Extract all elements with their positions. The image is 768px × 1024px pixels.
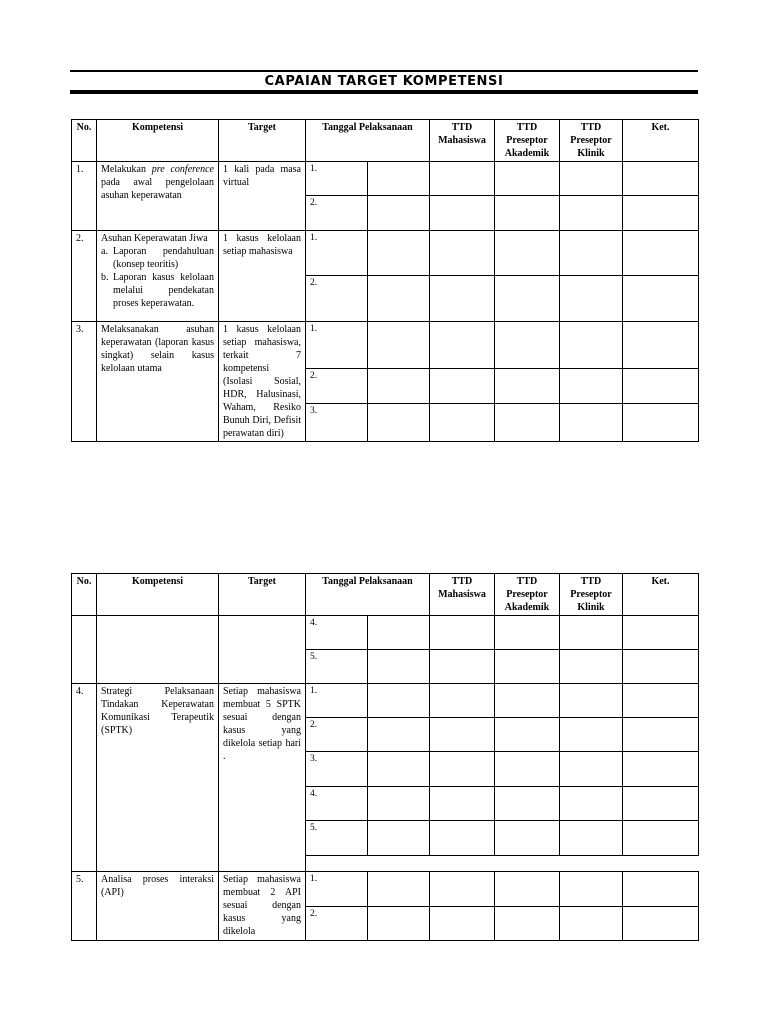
sign-klinik[interactable] [560, 872, 623, 907]
sign-akademik[interactable] [495, 404, 560, 442]
date-value[interactable] [368, 322, 430, 369]
sign-klinik[interactable] [560, 821, 623, 856]
ket-cell[interactable] [623, 616, 699, 650]
header-target: Target [219, 574, 306, 616]
kompetensi-cell: Strategi Pelaksanaan Tindakan Keperawatan Komunikasi Terapeutik (SPTK) [97, 684, 219, 872]
sign-akademik[interactable] [495, 231, 560, 276]
date-slot[interactable]: 5. [306, 821, 368, 856]
date-slot[interactable]: 2. [306, 369, 368, 404]
header-ttd-klinik: TTD Preseptor Klinik [560, 574, 623, 616]
header-no: No. [72, 120, 97, 162]
sub-marker: a. [101, 246, 108, 257]
date-slot[interactable]: 1. [306, 162, 368, 196]
sign-mahasiswa[interactable] [430, 907, 495, 941]
header-row [72, 574, 699, 616]
row-number: 3. [72, 322, 97, 442]
date-slot[interactable]: 2. [306, 718, 368, 752]
date-value[interactable] [368, 404, 430, 442]
sign-akademik[interactable] [495, 322, 560, 369]
target-cell: Setiap mahasiswa membuat 5 SPTK sesuai dengan kasus yang dikelola setiap hari . [219, 684, 306, 872]
ket-cell[interactable] [623, 196, 699, 231]
date-value[interactable] [368, 162, 430, 196]
row-number: 4. [72, 684, 97, 872]
row-number: 2. [72, 231, 97, 322]
kompetensi-cell: Melaksanakan asuhan keperawatan (laporan kasus singkat) selain kasus kelolaan utama [97, 322, 219, 442]
header-row [72, 120, 699, 162]
header-tanggal: Tanggal Pelaksanaan [306, 120, 430, 162]
sign-akademik[interactable] [495, 650, 560, 684]
header-ttd-akademik: TTD Preseptor Akademik [495, 120, 560, 162]
date-value[interactable] [368, 196, 430, 231]
sign-akademik[interactable] [495, 752, 560, 787]
sign-mahasiswa[interactable] [430, 787, 495, 821]
header-ket: Ket. [623, 574, 699, 616]
sign-klinik[interactable] [560, 718, 623, 752]
sub-text: Laporan pendahuluan (konsep teoritis) [113, 246, 214, 270]
date-slot[interactable]: 3. [306, 404, 368, 442]
kompetensi-cell [97, 231, 219, 322]
sign-klinik[interactable] [560, 616, 623, 650]
date-slot[interactable]: 2. [306, 196, 368, 231]
sign-akademik[interactable] [495, 872, 560, 907]
sub-list [101, 245, 214, 310]
sign-klinik[interactable] [560, 404, 623, 442]
table-row [72, 231, 699, 276]
header-ttd-mahasiswa: TTD Mahasiswa [430, 574, 495, 616]
ket-cell[interactable] [623, 404, 699, 442]
sign-klinik[interactable] [560, 684, 623, 718]
ket-cell[interactable] [623, 752, 699, 787]
sign-mahasiswa[interactable] [430, 718, 495, 752]
sign-mahasiswa[interactable] [430, 872, 495, 907]
date-value[interactable] [368, 752, 430, 787]
sign-mahasiswa[interactable] [430, 616, 495, 650]
target-cell: 1 kali pada masa virtual [219, 162, 306, 231]
sign-mahasiswa[interactable] [430, 650, 495, 684]
target-cell: 1 kasus kelolaan setiap mahasiswa, terkait 7 kompetensi (Isolasi Sosial, HDR, Halusinasi, Waham, Resiko Bunuh Diri, Defisit perawatan diri) [219, 322, 306, 442]
sign-klinik[interactable] [560, 752, 623, 787]
sign-mahasiswa[interactable] [430, 684, 495, 718]
sign-akademik[interactable] [495, 162, 560, 196]
sign-akademik[interactable] [495, 276, 560, 322]
target-cell [219, 616, 306, 684]
ket-cell[interactable] [623, 322, 699, 369]
sign-akademik[interactable] [495, 718, 560, 752]
date-value[interactable] [368, 369, 430, 404]
sign-mahasiswa[interactable] [430, 196, 495, 231]
header-ket: Ket. [623, 120, 699, 162]
ket-cell[interactable] [623, 718, 699, 752]
date-value[interactable] [368, 872, 430, 907]
date-value[interactable] [368, 650, 430, 684]
sign-mahasiswa[interactable] [430, 821, 495, 856]
sign-klinik[interactable] [560, 787, 623, 821]
sign-klinik[interactable] [560, 650, 623, 684]
sign-akademik[interactable] [495, 196, 560, 231]
ket-cell[interactable] [623, 369, 699, 404]
sign-mahasiswa[interactable] [430, 369, 495, 404]
ket-cell[interactable] [623, 907, 699, 941]
kompetensi-emphasis: pre conference [151, 164, 214, 175]
sign-klinik[interactable] [560, 196, 623, 231]
ket-cell[interactable] [623, 872, 699, 907]
sign-mahasiswa[interactable] [430, 404, 495, 442]
row-number: 1. [72, 162, 97, 231]
date-slot[interactable]: 1. [306, 322, 368, 369]
ket-cell[interactable] [623, 162, 699, 196]
sign-klinik[interactable] [560, 231, 623, 276]
sub-item [101, 245, 214, 271]
page-title: CAPAIAN TARGET KOMPETENSI [264, 74, 504, 89]
sign-akademik[interactable] [495, 684, 560, 718]
target-cell: 1 kasus kelolaan setiap mahasiswa [219, 231, 306, 322]
ket-cell[interactable] [623, 231, 699, 276]
kompetensi-cell [97, 616, 219, 684]
date-slot[interactable]: 3. [306, 752, 368, 787]
header-ttd-akademik: TTD Preseptor Akademik [495, 574, 560, 616]
top-rule-thin [70, 70, 698, 72]
kompetensi-cell: Analisa proses interaksi (API) [97, 872, 219, 941]
sign-akademik[interactable] [495, 821, 560, 856]
date-slot[interactable]: 2. [306, 907, 368, 941]
date-slot[interactable]: 1. [306, 872, 368, 907]
date-slot[interactable]: 4. [306, 616, 368, 650]
header-ttd-klinik: TTD Preseptor Klinik [560, 120, 623, 162]
table-row [72, 684, 699, 718]
top-rule-thick [70, 90, 698, 94]
header-kompetensi: Kompetensi [97, 574, 219, 616]
sign-klinik[interactable] [560, 322, 623, 369]
sign-akademik[interactable] [495, 907, 560, 941]
sub-marker: b. [101, 272, 109, 283]
date-value[interactable] [368, 684, 430, 718]
kompetensi-text: Melakukan [101, 164, 152, 175]
sub-text: Laporan kasus kelolaan melalui pendekatan proses keperawatan. [113, 272, 214, 309]
table-row [72, 872, 699, 907]
table-row [72, 162, 699, 196]
date-slot[interactable]: 5. [306, 650, 368, 684]
ket-cell[interactable] [623, 821, 699, 856]
date-slot[interactable]: 4. [306, 787, 368, 821]
sign-klinik[interactable] [560, 369, 623, 404]
date-value[interactable] [368, 787, 430, 821]
row-number [72, 616, 97, 684]
date-value[interactable] [368, 907, 430, 941]
row-number: 5. [72, 872, 97, 941]
header-target: Target [219, 120, 306, 162]
sign-klinik[interactable] [560, 162, 623, 196]
kompetensi-cell [97, 162, 219, 231]
sign-mahasiswa[interactable] [430, 276, 495, 322]
sign-akademik[interactable] [495, 616, 560, 650]
ket-cell[interactable] [623, 787, 699, 821]
date-value[interactable] [368, 718, 430, 752]
table-row [72, 616, 699, 650]
header-kompetensi: Kompetensi [97, 120, 219, 162]
sign-klinik[interactable] [560, 276, 623, 322]
ket-cell[interactable] [623, 684, 699, 718]
sub-item [101, 271, 214, 310]
ket-cell[interactable] [623, 276, 699, 322]
header-ttd-mahasiswa: TTD Mahasiswa [430, 120, 495, 162]
competency-table-2 [71, 573, 699, 941]
sign-mahasiswa[interactable] [430, 752, 495, 787]
target-cell: Setiap mahasiswa membuat 2 API sesuai dengan kasus yang dikelola [219, 872, 306, 941]
header-no: No. [72, 574, 97, 616]
date-slot[interactable]: 2. [306, 276, 368, 322]
date-value[interactable] [368, 821, 430, 856]
date-slot[interactable]: 1. [306, 231, 368, 276]
kompetensi-text: Asuhan Keperawatan Jiwa [101, 233, 208, 244]
competency-table-1 [71, 119, 699, 442]
sign-akademik[interactable] [495, 369, 560, 404]
sign-klinik[interactable] [560, 907, 623, 941]
kompetensi-text-cont: pada awal pengelolaan asuhan keperawatan [101, 177, 214, 201]
sign-akademik[interactable] [495, 787, 560, 821]
ket-cell[interactable] [623, 650, 699, 684]
sign-mahasiswa[interactable] [430, 322, 495, 369]
sign-mahasiswa[interactable] [430, 162, 495, 196]
sign-mahasiswa[interactable] [430, 231, 495, 276]
date-value[interactable] [368, 276, 430, 322]
date-value[interactable] [368, 616, 430, 650]
date-value[interactable] [368, 231, 430, 276]
spacer-cell [306, 856, 699, 872]
table-row [72, 322, 699, 369]
date-slot[interactable]: 1. [306, 684, 368, 718]
header-tanggal: Tanggal Pelaksanaan [306, 574, 430, 616]
